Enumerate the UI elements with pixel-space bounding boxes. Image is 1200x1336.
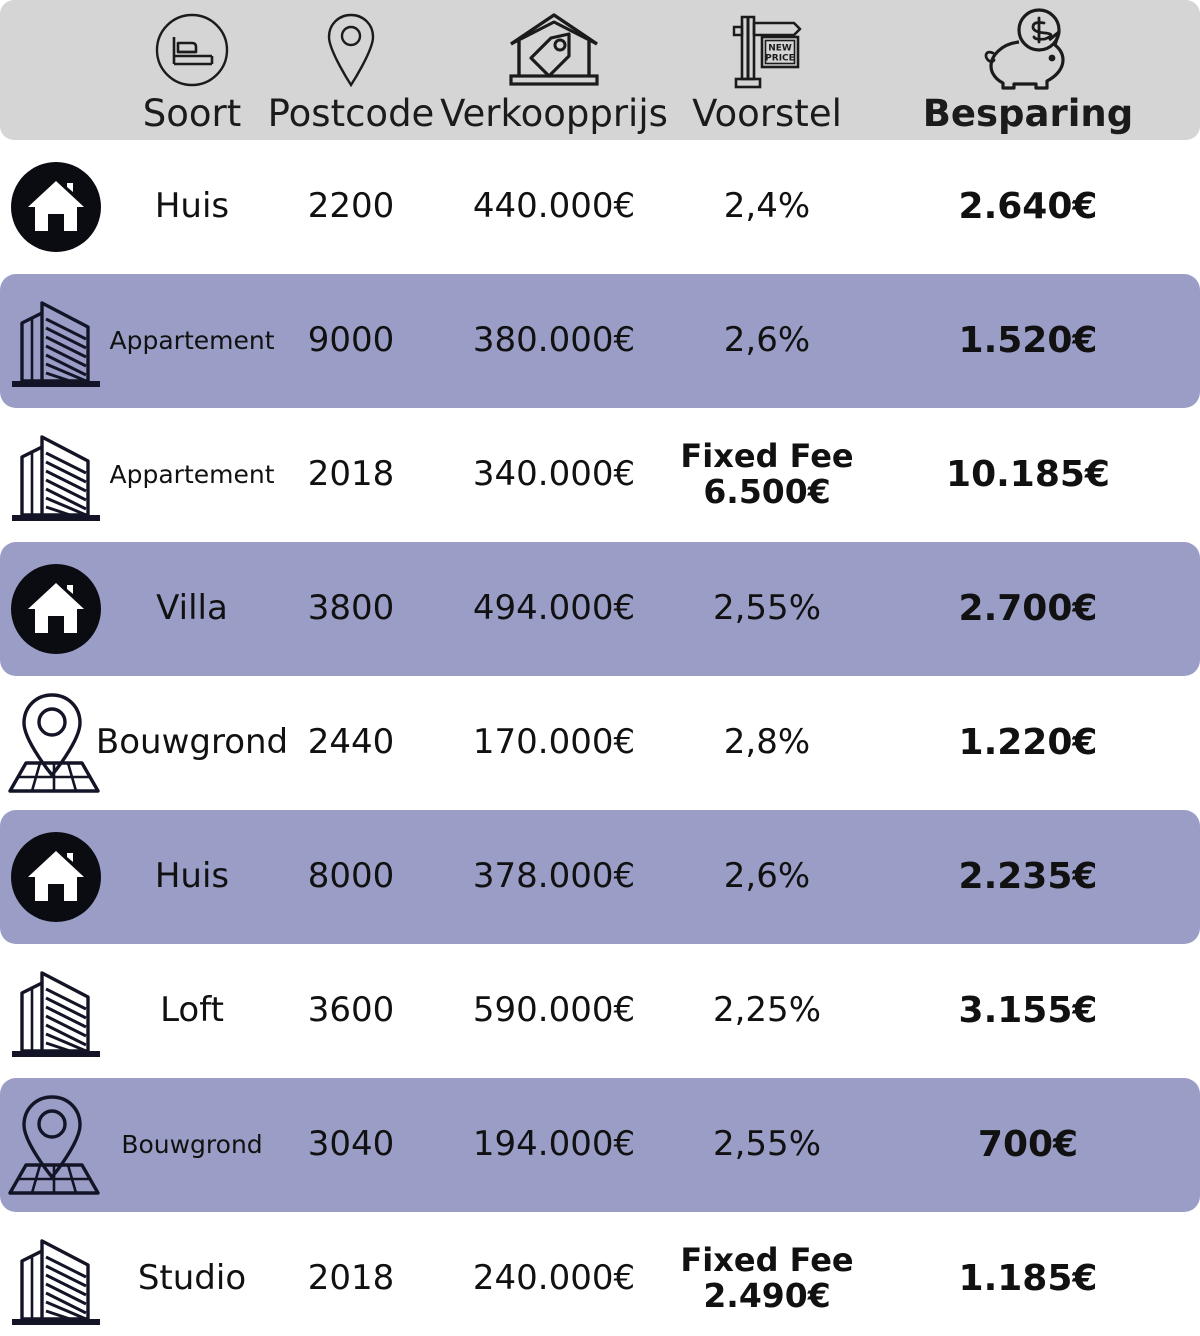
table-row[interactable] (0, 140, 1200, 274)
fixed-fee-label: Fixed Fee (680, 436, 854, 475)
row-besparing: 2.700€ (958, 588, 1098, 630)
table-header-row (0, 0, 1200, 140)
table-row[interactable] (0, 542, 1200, 676)
column-header-postcode (267, 0, 435, 140)
apartment-building-icon (8, 959, 104, 1063)
bed-circle-icon (154, 8, 230, 92)
row-besparing-cell (856, 944, 1200, 1078)
table-row[interactable] (0, 676, 1200, 810)
row-soort: Bouwgrond (95, 722, 289, 763)
row-voorstel-cell (678, 1078, 856, 1212)
row-besparing-cell (856, 274, 1200, 408)
row-besparing: 2.640€ (958, 186, 1098, 228)
row-besparing: 3.155€ (958, 990, 1098, 1032)
row-postcode: 2018 (307, 454, 395, 495)
table-row[interactable] (0, 810, 1200, 944)
row-postcode-cell (272, 810, 430, 944)
column-header-label: Soort (142, 92, 242, 135)
row-soort-cell (112, 1078, 272, 1212)
row-voorstel: 2,25% (712, 990, 821, 1031)
row-soort: Studio (137, 1258, 247, 1299)
row-verkoopprijs: 240.000€ (472, 1258, 636, 1299)
row-soort: Appartement (109, 460, 275, 490)
row-soort-cell (112, 140, 272, 274)
row-soort-cell (95, 676, 289, 810)
table-body (0, 140, 1200, 1336)
row-verkoopprijs: 380.000€ (472, 320, 636, 361)
row-type-icon-cell (0, 1212, 112, 1336)
land-plot-pin-icon (6, 689, 106, 797)
row-postcode: 9000 (307, 320, 395, 361)
row-voorstel-cell (678, 810, 856, 944)
row-soort: Huis (154, 186, 230, 227)
row-voorstel-cell (678, 1212, 856, 1336)
column-header-soort (112, 0, 272, 140)
row-voorstel: 2.490€ (703, 1276, 831, 1316)
row-besparing-cell (856, 140, 1200, 274)
row-postcode: 2018 (307, 1258, 395, 1299)
row-type-icon-cell (0, 408, 112, 542)
row-postcode-cell (272, 140, 430, 274)
row-soort-cell (109, 274, 275, 408)
row-type-icon-cell (0, 1078, 112, 1212)
house-price-tag-icon (505, 8, 603, 92)
row-soort: Villa (156, 588, 228, 629)
row-postcode: 3600 (307, 990, 395, 1031)
row-voorstel: 2,8% (723, 722, 811, 763)
row-voorstel: 6.500€ (703, 472, 831, 512)
row-postcode-cell (272, 676, 430, 810)
row-voorstel-cell (678, 944, 856, 1078)
row-voorstel-cell (678, 274, 856, 408)
row-verkoopprijs-cell (430, 676, 678, 810)
row-postcode: 2440 (307, 722, 395, 763)
row-voorstel: 2,55% (712, 1124, 821, 1165)
row-verkoopprijs-cell (430, 542, 678, 676)
land-plot-pin-icon (6, 1091, 106, 1199)
row-type-icon-cell (0, 274, 112, 408)
row-soort-cell (112, 944, 272, 1078)
column-header-label: Verkoopprijs (440, 92, 668, 135)
row-verkoopprijs-cell (430, 140, 678, 274)
row-besparing: 10.185€ (946, 454, 1110, 496)
row-besparing-cell (856, 676, 1200, 810)
column-header-label: Voorstel (692, 92, 842, 135)
row-postcode: 3040 (307, 1124, 395, 1165)
fixed-fee-block (680, 436, 854, 512)
row-soort-cell (109, 408, 275, 542)
row-verkoopprijs-cell (430, 274, 678, 408)
row-soort: Loft (160, 990, 224, 1031)
row-verkoopprijs-cell (430, 810, 678, 944)
fixed-fee-block (680, 1240, 854, 1316)
row-besparing: 1.220€ (958, 722, 1098, 764)
row-postcode-cell (272, 408, 430, 542)
row-voorstel-cell (678, 408, 856, 542)
row-verkoopprijs: 440.000€ (472, 186, 636, 227)
header-icon-gutter (0, 0, 112, 140)
row-type-icon-cell (0, 542, 112, 676)
svg-text:NEW: NEW (768, 43, 792, 54)
row-besparing: 2.235€ (958, 856, 1098, 898)
column-header-verkoopprijs (430, 0, 678, 140)
column-header-voorstel (678, 0, 856, 140)
apartment-building-icon (8, 289, 104, 393)
house-filled-circle-icon (10, 563, 102, 655)
house-filled-circle-icon (10, 831, 102, 923)
row-besparing-cell (856, 408, 1200, 542)
row-voorstel: 2,4% (723, 186, 811, 227)
row-voorstel: 2,6% (723, 856, 811, 897)
row-voorstel-cell (678, 542, 856, 676)
row-postcode: 3800 (307, 588, 395, 629)
table-row[interactable] (0, 1078, 1200, 1212)
row-besparing-cell (856, 542, 1200, 676)
svg-text:PRICE: PRICE (765, 53, 795, 64)
row-voorstel: 2,55% (712, 588, 821, 629)
house-filled-circle-icon (10, 161, 102, 253)
row-soort-cell (112, 542, 272, 676)
map-pin-icon (324, 8, 378, 92)
piggy-bank-icon (981, 8, 1075, 92)
table-row[interactable] (0, 274, 1200, 408)
row-soort-cell (112, 1212, 272, 1336)
column-header-label: Besparing (922, 92, 1134, 135)
row-voorstel-cell (678, 676, 856, 810)
column-header-besparing (856, 0, 1200, 140)
fixed-fee-label: Fixed Fee (680, 1240, 854, 1279)
row-voorstel-cell (678, 140, 856, 274)
row-verkoopprijs-cell (430, 1212, 678, 1336)
row-verkoopprijs-cell (430, 944, 678, 1078)
row-besparing: 1.185€ (958, 1258, 1098, 1300)
row-postcode-cell (272, 1078, 430, 1212)
row-verkoopprijs-cell (430, 408, 678, 542)
row-postcode-cell (272, 274, 430, 408)
row-verkoopprijs: 494.000€ (472, 588, 636, 629)
row-verkoopprijs: 378.000€ (472, 856, 636, 897)
row-verkoopprijs: 340.000€ (472, 454, 636, 495)
row-postcode-cell (272, 944, 430, 1078)
apartment-building-icon (8, 1227, 104, 1331)
row-besparing-cell (856, 1212, 1200, 1336)
apartment-building-icon (8, 423, 104, 527)
row-postcode-cell (272, 542, 430, 676)
table-row[interactable] (0, 1212, 1200, 1336)
row-postcode: 8000 (307, 856, 395, 897)
row-soort: Bouwgrond (121, 1130, 263, 1160)
new-price-sign-icon (728, 8, 806, 92)
row-besparing: 1.520€ (958, 320, 1098, 362)
row-soort-cell (112, 810, 272, 944)
row-soort: Appartement (109, 326, 275, 356)
row-verkoopprijs: 590.000€ (472, 990, 636, 1031)
row-verkoopprijs: 170.000€ (472, 722, 636, 763)
row-postcode: 2200 (307, 186, 395, 227)
column-header-label: Postcode (267, 92, 435, 135)
row-soort: Huis (154, 856, 230, 897)
row-verkoopprijs: 194.000€ (472, 1124, 636, 1165)
row-type-icon-cell (0, 140, 112, 274)
row-verkoopprijs-cell (430, 1078, 678, 1212)
table-row[interactable] (0, 408, 1200, 542)
row-type-icon-cell (0, 944, 112, 1078)
row-postcode-cell (272, 1212, 430, 1336)
row-besparing: 700€ (977, 1124, 1079, 1166)
row-besparing-cell (856, 810, 1200, 944)
row-voorstel: 2,6% (723, 320, 811, 361)
row-besparing-cell (856, 1078, 1200, 1212)
row-type-icon-cell (0, 810, 112, 944)
table-row[interactable] (0, 944, 1200, 1078)
